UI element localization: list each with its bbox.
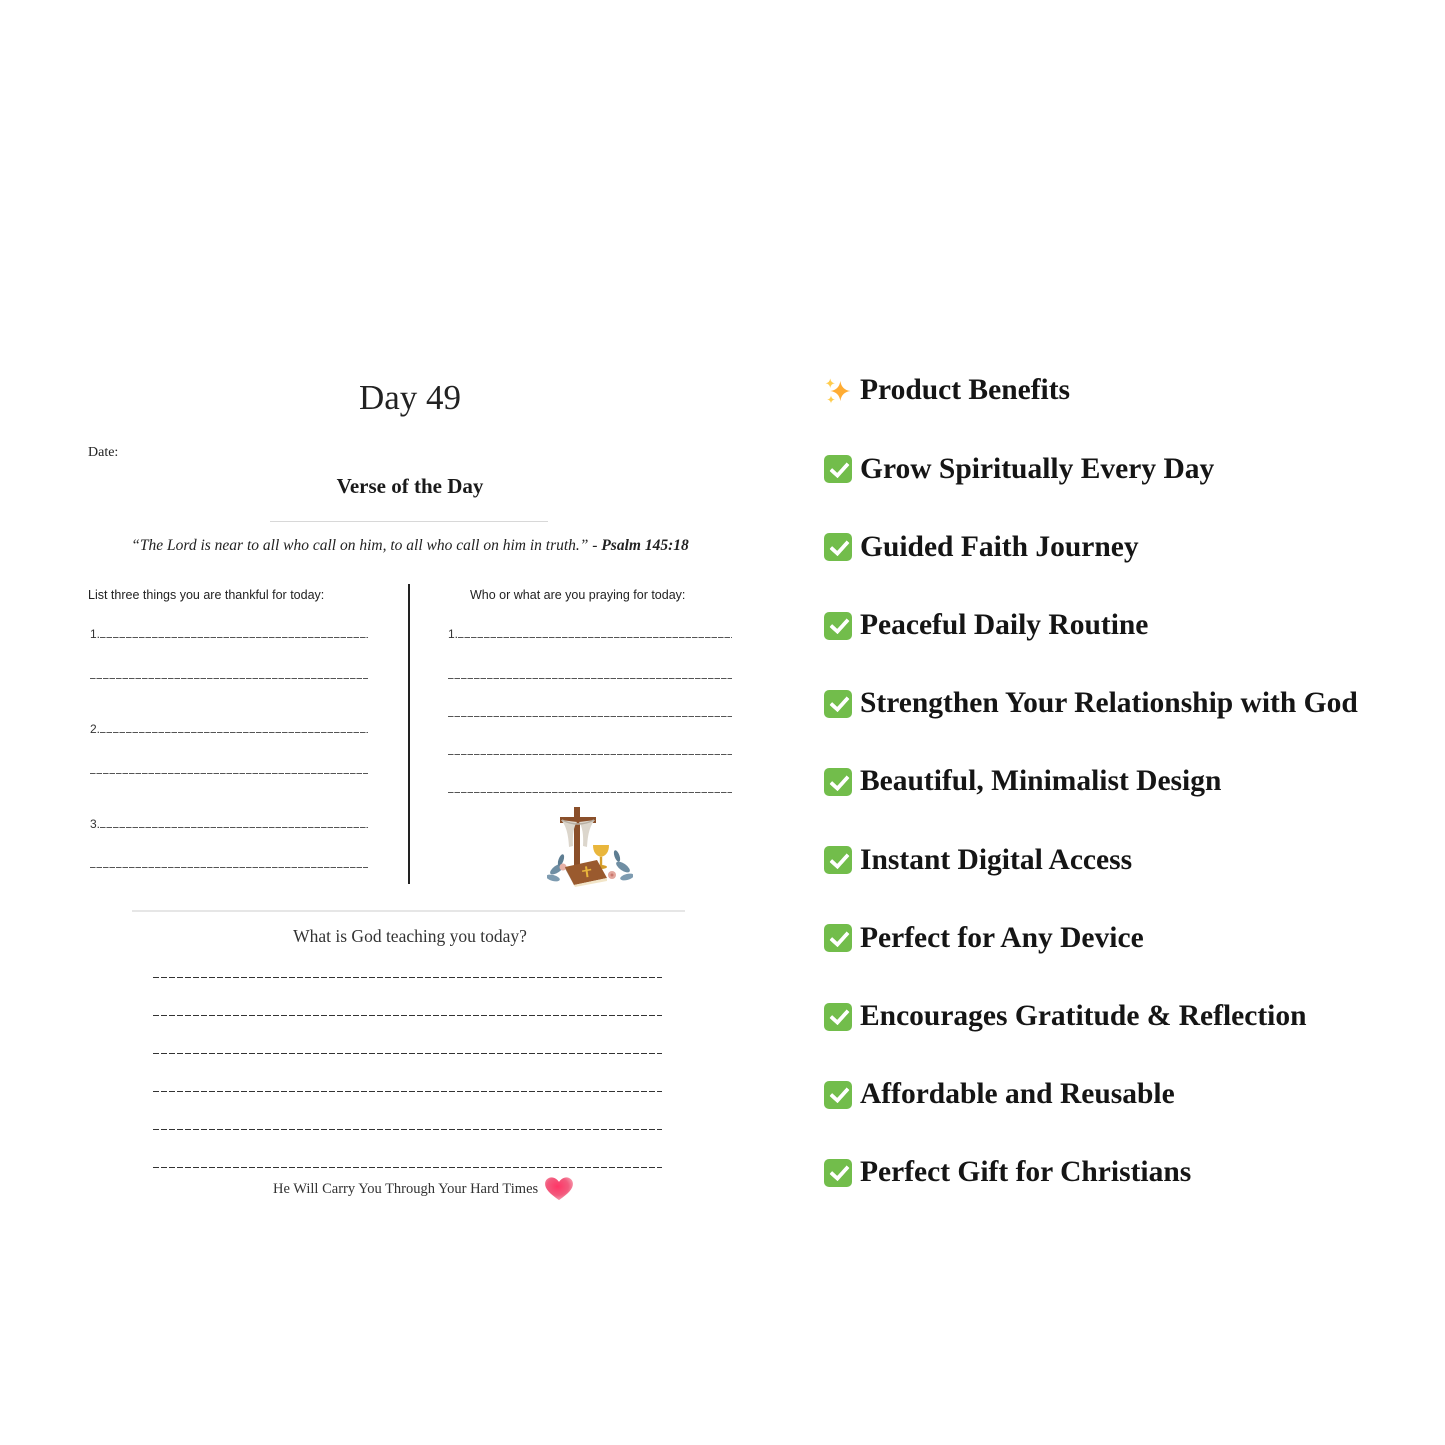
page-footer: [273, 1176, 574, 1202]
praying-line-1: [448, 627, 732, 641]
column-divider: [408, 584, 410, 884]
benefit-item: [824, 665, 1424, 743]
benefit-item: [824, 743, 1424, 821]
benefit-item: [824, 899, 1424, 977]
check-mark-button-icon: [824, 768, 852, 796]
benefit-text: Instant Digital Access: [860, 843, 1133, 876]
thankful-prompt: List three things you are thankful for today:: [88, 588, 325, 602]
thankful-line-1: [90, 627, 368, 641]
thankful-line-3: [90, 817, 368, 831]
benefit-item: [824, 430, 1424, 508]
writing-line: [153, 1053, 662, 1054]
date-label: Date:: [88, 445, 119, 460]
page-title: Day 49: [358, 378, 462, 417]
list-number: 1.: [90, 627, 101, 641]
benefit-item: [824, 821, 1424, 899]
writing-line: [448, 716, 732, 717]
sparkles-icon: [824, 377, 852, 405]
list-number: 3.: [90, 817, 101, 831]
benefit-text: Affordable and Reusable: [860, 1078, 1175, 1111]
benefit-text: Perfect Gift for Christians: [860, 1156, 1192, 1189]
writing-line: [448, 678, 732, 679]
verse-of-the-day: [40, 538, 780, 554]
writing-line: [100, 827, 368, 828]
heart-icon: [544, 1176, 574, 1202]
verse-text: “The Lord is near to all who call on him, to all who call on him in truth.” -: [131, 537, 602, 554]
writing-line: [458, 637, 732, 638]
verse-heading: Verse of the Day: [336, 474, 484, 498]
verse-reference: Psalm 145:18: [601, 537, 689, 554]
benefit-text: Peaceful Daily Routine: [860, 608, 1149, 641]
writing-line: [153, 1167, 662, 1168]
benefit-text: Guided Faith Journey: [860, 530, 1139, 563]
check-mark-button-icon: [824, 455, 852, 483]
check-mark-button-icon: [824, 612, 852, 640]
benefit-item: [824, 587, 1424, 665]
check-mark-button-icon: [824, 1159, 852, 1187]
benefit-item: [824, 508, 1424, 586]
writing-line: [100, 732, 368, 733]
benefit-item: [824, 1134, 1424, 1212]
benefit-text: Grow Spiritually Every Day: [860, 452, 1215, 485]
section-divider: [132, 910, 685, 912]
thankful-line-2: [90, 722, 368, 736]
check-mark-button-icon: [824, 1003, 852, 1031]
benefit-text: Strengthen Your Relationship with God: [860, 687, 1358, 720]
praying-prompt: Who or what are you praying for today:: [470, 588, 686, 602]
writing-line: [153, 1091, 662, 1092]
writing-line: [90, 867, 368, 868]
check-mark-button-icon: [824, 924, 852, 952]
cross-bible-chalice-icon: [547, 805, 633, 887]
check-mark-button-icon: [824, 846, 852, 874]
benefits-heading-text: Product Benefits: [860, 374, 1071, 407]
writing-line: [90, 678, 368, 679]
writing-line: [100, 637, 368, 638]
writing-line: [90, 773, 368, 774]
benefits-heading: [824, 352, 1424, 430]
list-number: 1.: [448, 627, 459, 641]
list-number: 2.: [90, 722, 101, 736]
check-mark-button-icon: [824, 690, 852, 718]
writing-line: [448, 754, 732, 755]
writing-line: [153, 977, 662, 978]
writing-line: [153, 1129, 662, 1130]
footer-text: He Will Carry You Through Your Hard Times: [273, 1180, 539, 1197]
check-mark-button-icon: [824, 533, 852, 561]
teaching-prompt: What is God teaching you today?: [293, 926, 527, 946]
check-mark-button-icon: [824, 1081, 852, 1109]
writing-line: [153, 1015, 662, 1016]
benefit-item: [824, 978, 1424, 1056]
benefit-text: Perfect for Any Device: [860, 921, 1144, 954]
benefit-text: Encourages Gratitude & Reflection: [860, 999, 1307, 1032]
benefit-item: [824, 1056, 1424, 1134]
verse-divider: [270, 521, 548, 522]
writing-line: [448, 792, 732, 793]
product-benefits-list: [824, 352, 1424, 1212]
benefit-text: Beautiful, Minimalist Design: [860, 765, 1222, 798]
